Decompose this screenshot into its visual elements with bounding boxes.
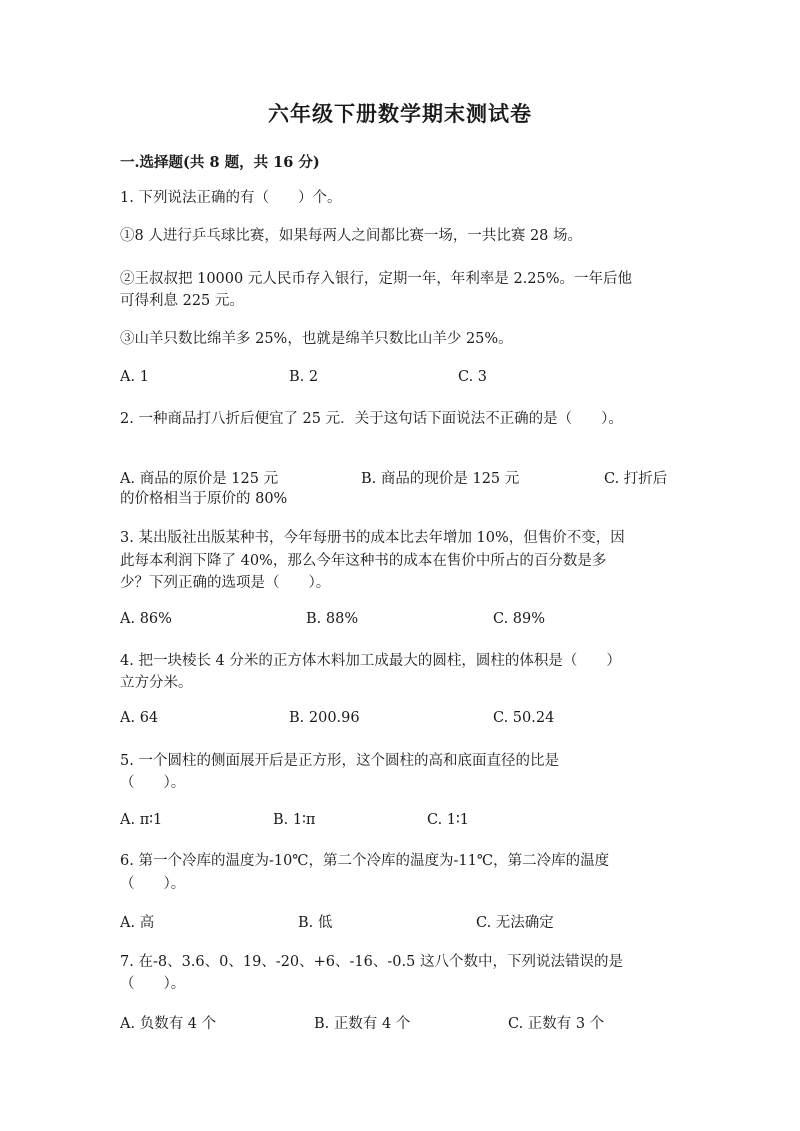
q7-option-c: C. 正数有 3 个 — [508, 1016, 605, 1032]
q7-option-a: A. 负数有 4 个 — [120, 1016, 217, 1032]
q3-option-a: A. 86% — [120, 611, 172, 627]
q1-statement-2: ②王叔叔把 10000 元人民币存入银行，定期一年，年利率是 2.25%。一年后他 — [120, 271, 633, 287]
q5-option-a: A. π∶1 — [120, 812, 163, 828]
q3-option-c: C. 89% — [493, 611, 546, 627]
q7-stem-line-2: （ ）。 — [120, 976, 186, 992]
exam-title: 六年级下册数学期末测试卷 — [268, 101, 532, 126]
q4-option-b: B. 200.96 — [289, 710, 360, 726]
q7-option-b: B. 正数有 4 个 — [314, 1016, 411, 1032]
q4-stem-line-1: 4. 把一块棱长 4 分米的正方体木料加工成最大的圆柱，圆柱的体积是（ ） — [120, 653, 621, 669]
q1-stem: 1. 下列说法正确的有（ ）个。 — [120, 190, 342, 206]
q5-stem-line-1: 5. 一个圆柱的侧面展开后是正方形，这个圆柱的高和底面直径的比是 — [120, 753, 559, 769]
q5-option-b: B. 1∶π — [273, 812, 316, 828]
q2-option-c: C. 打折后 — [604, 471, 668, 487]
q7-stem-line-1: 7. 在-8、3.6、0、19、-20、+6、-16、-0.5 这八个数中，下列说法错误的是 — [120, 954, 623, 970]
q3-option-b: B. 88% — [306, 611, 359, 627]
q1-statement-3: ③山羊只数比绵羊多 25%，也就是绵羊只数比山羊少 25%。 — [120, 331, 513, 347]
q1-statement-1: ①8 人进行乒乓球比赛，如果每两人之间都比赛一场，一共比赛 28 场。 — [120, 228, 583, 244]
q1-option-b: B. 2 — [289, 369, 319, 385]
q6-stem-line-2: （ ）。 — [120, 876, 186, 892]
q6-option-a: A. 高 — [120, 915, 155, 931]
q2-option-b: B. 商品的现价是 125 元 — [361, 471, 520, 487]
q5-stem-line-2: （ ）。 — [120, 775, 186, 791]
q4-option-a: A. 64 — [120, 710, 159, 726]
q6-option-b: B. 低 — [298, 915, 333, 931]
q3-stem-line-1: 3. 某出版社出版某种书，今年每册书的成本比去年增加 10%，但售价不变，因 — [120, 530, 625, 546]
q1-option-c: C. 3 — [458, 369, 488, 385]
q3-stem-line-3: 少？下列正确的选项是（ ）。 — [120, 575, 331, 591]
q6-stem-line-1: 6. 第一个冷库的温度为-10℃，第二个冷库的温度为-11℃，第二冷库的温度 — [120, 853, 610, 869]
q2-option-a: A. 商品的原价是 125 元 — [120, 471, 279, 487]
q2-stem: 2. 一种商品打八折后便宜了 25 元．关于这句话下面说法不正确的是（ ）。 — [120, 411, 623, 427]
q1-statement-2-cont: 可得利息 225 元。 — [120, 293, 244, 309]
q3-stem-line-2: 此每本利润下降了 40%，那么今年这种书的成本在售价中所占的百分数是多 — [120, 553, 607, 569]
section-heading: 一.选择题(共 8 题，共 16 分) — [120, 154, 320, 171]
q1-option-a: A. 1 — [120, 369, 149, 385]
q4-stem-line-2: 立方分米。 — [120, 675, 193, 691]
q6-option-c: C. 无法确定 — [476, 915, 554, 931]
q2-option-c-cont: 的价格相当于原价的 80% — [120, 491, 288, 507]
q4-option-c: C. 50.24 — [493, 710, 555, 726]
q5-option-c: C. 1∶1 — [427, 812, 470, 828]
